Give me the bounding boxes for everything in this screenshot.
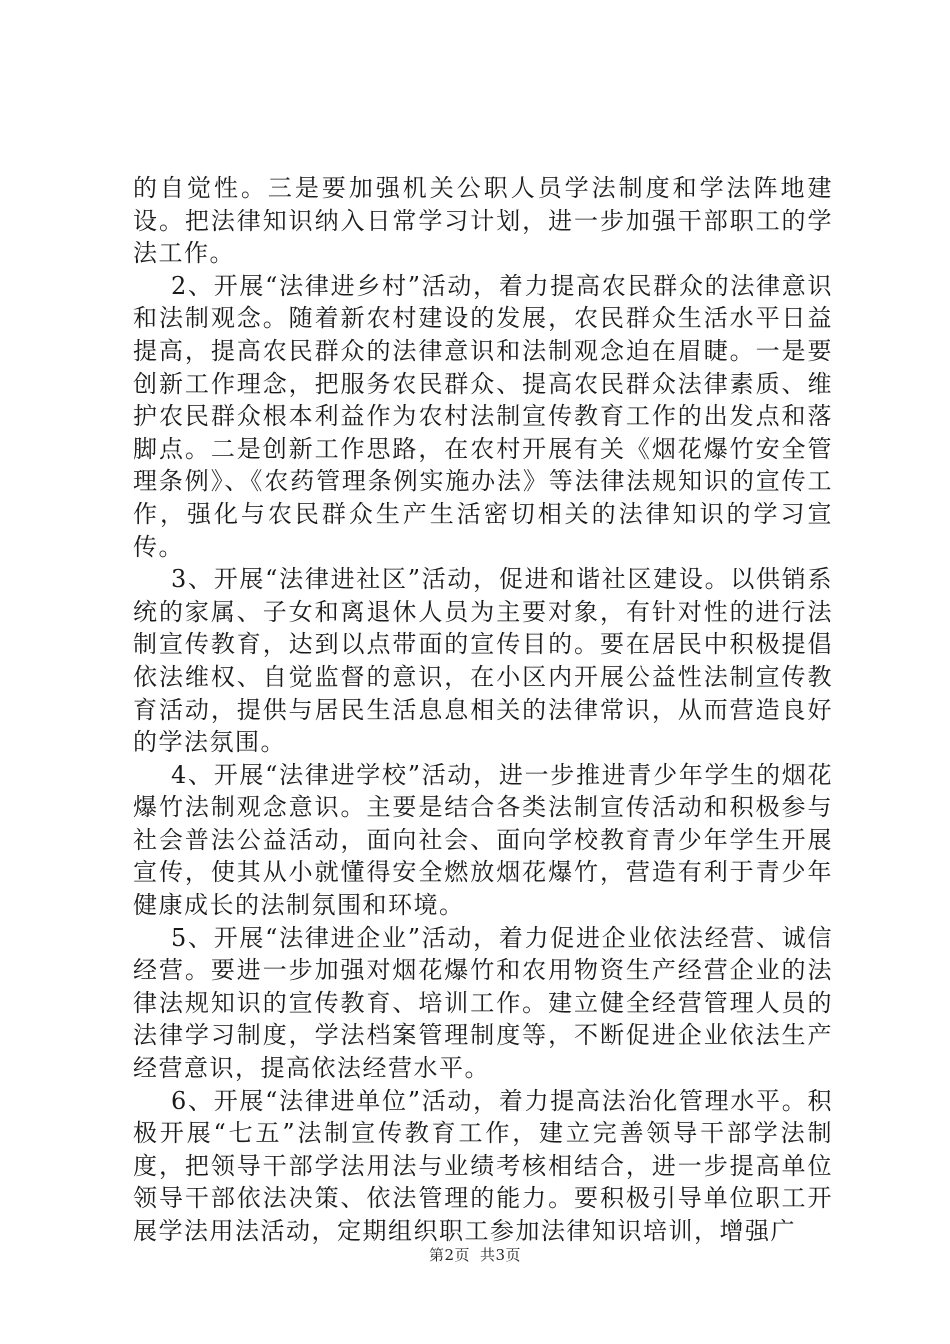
paragraph-law-into-villages: 2、开展“法律进乡村”活动，着力提高农民群众的法律意识和法制观念。随着新农村建设的发展，农民群众生活水平日益提高，提高农民群众的法律意识和法制观念迫在眉睫。一是要创新工作理念，把服务农民群众、提高农民群众法律素质、维护农民群众根本利益作为农村法制宣传教育工作的出发点和落脚点。二是创新工作思路，在农村开展有关《烟花爆竹安全管理条例》、《农药管理条例实施办法》等法律法规知识的宣传工作，强化与农民群众生产生活密切相关的法律知识的学习宣传。 [133, 271, 833, 561]
paragraph-law-into-communities: 3、开展“法律进社区”活动，促进和谐社区建设。以供销系统的家属、子女和离退休人员为主要对象，有针对性的进行法制宣传教育，达到以点带面的宣传目的。要在居民中积极提倡依法维权、自觉监督的意识，在小区内开展公益性法制宣传教育活动，提供与居民生活息息相关的法律常识，从而营造良好的学法氛围。 [133, 565, 833, 757]
page-total: 共3页 [480, 1246, 522, 1264]
paragraph-continuation: 的自觉性。三是要加强机关公职人员学法制度和学法阵地建设。把法律知识纳入日常学习计划，进一步加强干部职工的学法工作。 [133, 174, 833, 268]
document-body [133, 172, 833, 1248]
paragraph-law-into-schools: 4、开展“法律进学校”活动，进一步推进青少年学生的烟花爆竹法制观念意识。主要是结合各类法制宣传活动和积极参与社会普法公益活动，面向社会、面向学校教育青少年学生开展宣传，使其从小就懂得安全燃放烟花爆竹，营造有利于青少年健康成长的法制氛围和环境。 [133, 760, 833, 920]
paragraph-law-into-units: 6、开展“法律进单位”活动，着力提高法治化管理水平。积极开展“七五”法制宣传教育工作，建立完善领导干部学法制度，把领导干部学法用法与业绩考核相结合，进一步提高单位领导干部依法决策、依法管理的能力。要积极引导单位职工开展学法用法活动，定期组织职工参加法律知识培训，增强广 [133, 1086, 833, 1245]
page-number: 第2页 [428, 1246, 470, 1264]
paragraph-law-into-enterprises: 5、开展“法律进企业”活动，着力促进企业依法经营、诚信经营。要进一步加强对烟花爆竹和农用物资生产经营企业的法律法规知识的宣传教育、培训工作。建立健全经营管理人员的法律学习制度，学法档案管理制度等，不断促进企业依法生产经营意识，提高依法经营水平。 [133, 923, 833, 1083]
page-footer [0, 1245, 950, 1265]
